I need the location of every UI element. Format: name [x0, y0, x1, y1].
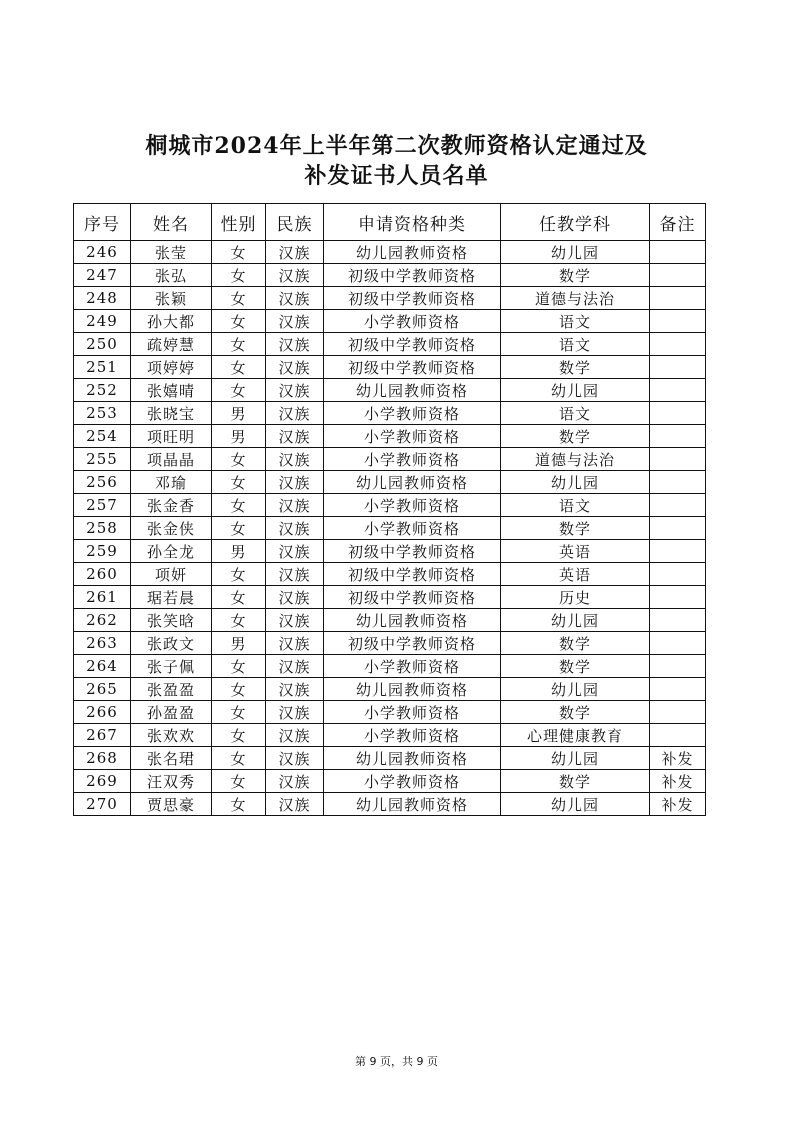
subject-cell: 历史 — [501, 586, 650, 609]
gender-cell: 女 — [212, 471, 266, 494]
subject-cell: 语文 — [501, 402, 650, 425]
qualification-cell: 幼儿园教师资格 — [324, 609, 501, 632]
gender-cell: 女 — [212, 379, 266, 402]
remarks-cell — [650, 586, 706, 609]
qualification-cell: 初级中学教师资格 — [324, 333, 501, 356]
name-cell: 张莹 — [131, 241, 212, 264]
gender-cell: 女 — [212, 701, 266, 724]
remarks-cell: 补发 — [650, 793, 706, 816]
subject-cell: 幼儿园 — [501, 678, 650, 701]
subject-cell: 道德与法治 — [501, 448, 650, 471]
subject-cell: 心理健康教育 — [501, 724, 650, 747]
ethnicity-cell: 汉族 — [266, 609, 324, 632]
ethnicity-cell: 汉族 — [266, 747, 324, 770]
serial-cell: 249 — [74, 310, 131, 333]
name-cell: 张弘 — [131, 264, 212, 287]
remarks-cell — [650, 471, 706, 494]
column-header-qualification: 申请资格种类 — [324, 204, 501, 241]
table-row — [74, 655, 706, 678]
serial-cell: 246 — [74, 241, 131, 264]
serial-cell: 255 — [74, 448, 131, 471]
subject-cell: 幼儿园 — [501, 241, 650, 264]
name-cell: 项晶晶 — [131, 448, 212, 471]
serial-cell: 265 — [74, 678, 131, 701]
table-row — [74, 425, 706, 448]
ethnicity-cell: 汉族 — [266, 655, 324, 678]
table-row — [74, 701, 706, 724]
ethnicity-cell: 汉族 — [266, 517, 324, 540]
subject-cell: 数学 — [501, 655, 650, 678]
roster-table — [73, 203, 706, 816]
name-cell: 贾思豪 — [131, 793, 212, 816]
table-row — [74, 770, 706, 793]
name-cell: 项婷婷 — [131, 356, 212, 379]
ethnicity-cell: 汉族 — [266, 425, 324, 448]
remarks-cell — [650, 287, 706, 310]
qualification-cell: 小学教师资格 — [324, 701, 501, 724]
ethnicity-cell: 汉族 — [266, 793, 324, 816]
column-header-remarks: 备注 — [650, 204, 706, 241]
qualification-cell: 幼儿园教师资格 — [324, 471, 501, 494]
ethnicity-cell: 汉族 — [266, 586, 324, 609]
qualification-cell: 小学教师资格 — [324, 310, 501, 333]
table-row — [74, 471, 706, 494]
remarks-cell — [650, 402, 706, 425]
name-cell: 张笑晗 — [131, 609, 212, 632]
gender-cell: 男 — [212, 425, 266, 448]
remarks-cell — [650, 609, 706, 632]
subject-cell: 数学 — [501, 356, 650, 379]
serial-cell: 267 — [74, 724, 131, 747]
serial-cell: 248 — [74, 287, 131, 310]
remarks-cell — [650, 379, 706, 402]
gender-cell: 女 — [212, 609, 266, 632]
serial-cell: 264 — [74, 655, 131, 678]
table-row — [74, 402, 706, 425]
gender-cell: 女 — [212, 586, 266, 609]
name-cell: 张颖 — [131, 287, 212, 310]
table-row — [74, 517, 706, 540]
serial-cell: 256 — [74, 471, 131, 494]
name-cell: 张政文 — [131, 632, 212, 655]
name-cell: 张名珺 — [131, 747, 212, 770]
subject-cell: 道德与法治 — [501, 287, 650, 310]
ethnicity-cell: 汉族 — [266, 770, 324, 793]
ethnicity-cell: 汉族 — [266, 356, 324, 379]
name-cell: 孙全龙 — [131, 540, 212, 563]
ethnicity-cell: 汉族 — [266, 448, 324, 471]
gender-cell: 女 — [212, 563, 266, 586]
gender-cell: 女 — [212, 793, 266, 816]
gender-cell: 女 — [212, 494, 266, 517]
subject-cell: 幼儿园 — [501, 747, 650, 770]
remarks-cell — [650, 264, 706, 287]
qualification-cell: 初级中学教师资格 — [324, 356, 501, 379]
subject-cell: 英语 — [501, 540, 650, 563]
serial-cell: 252 — [74, 379, 131, 402]
remarks-cell: 补发 — [650, 770, 706, 793]
subject-cell: 数学 — [501, 632, 650, 655]
table-row — [74, 793, 706, 816]
serial-cell: 262 — [74, 609, 131, 632]
table-row — [74, 448, 706, 471]
serial-cell: 251 — [74, 356, 131, 379]
column-header-subject: 任教学科 — [501, 204, 650, 241]
name-cell: 张盈盈 — [131, 678, 212, 701]
ethnicity-cell: 汉族 — [266, 241, 324, 264]
table-header-row — [74, 204, 706, 241]
qualification-cell: 小学教师资格 — [324, 770, 501, 793]
subject-cell: 数学 — [501, 701, 650, 724]
ethnicity-cell: 汉族 — [266, 678, 324, 701]
gender-cell: 女 — [212, 655, 266, 678]
ethnicity-cell: 汉族 — [266, 701, 324, 724]
ethnicity-cell: 汉族 — [266, 379, 324, 402]
name-cell: 项妍 — [131, 563, 212, 586]
gender-cell: 男 — [212, 540, 266, 563]
table-row — [74, 287, 706, 310]
column-header-name: 姓名 — [131, 204, 212, 241]
remarks-cell — [650, 678, 706, 701]
name-cell: 汪双秀 — [131, 770, 212, 793]
gender-cell: 女 — [212, 724, 266, 747]
serial-cell: 263 — [74, 632, 131, 655]
subject-cell: 数学 — [501, 264, 650, 287]
ethnicity-cell: 汉族 — [266, 310, 324, 333]
remarks-cell — [650, 356, 706, 379]
name-cell: 张嬉晴 — [131, 379, 212, 402]
table-row — [74, 563, 706, 586]
remarks-cell — [650, 333, 706, 356]
subject-cell: 数学 — [501, 425, 650, 448]
table-row — [74, 747, 706, 770]
name-cell: 张子佩 — [131, 655, 212, 678]
table-row — [74, 379, 706, 402]
remarks-cell — [650, 517, 706, 540]
remarks-cell — [650, 448, 706, 471]
column-header-serial: 序号 — [74, 204, 131, 241]
remarks-cell — [650, 540, 706, 563]
subject-cell: 数学 — [501, 517, 650, 540]
remarks-cell — [650, 310, 706, 333]
remarks-cell — [650, 241, 706, 264]
qualification-cell: 幼儿园教师资格 — [324, 793, 501, 816]
name-cell: 孙大都 — [131, 310, 212, 333]
subject-cell: 幼儿园 — [501, 471, 650, 494]
roster-table-body — [74, 241, 706, 816]
serial-cell: 250 — [74, 333, 131, 356]
gender-cell: 女 — [212, 264, 266, 287]
table-row — [74, 724, 706, 747]
gender-cell: 女 — [212, 333, 266, 356]
qualification-cell: 幼儿园教师资格 — [324, 678, 501, 701]
gender-cell: 女 — [212, 356, 266, 379]
serial-cell: 253 — [74, 402, 131, 425]
serial-cell: 254 — [74, 425, 131, 448]
remarks-cell — [650, 563, 706, 586]
ethnicity-cell: 汉族 — [266, 540, 324, 563]
qualification-cell: 小学教师资格 — [324, 494, 501, 517]
serial-cell: 260 — [74, 563, 131, 586]
gender-cell: 女 — [212, 517, 266, 540]
subject-cell: 幼儿园 — [501, 379, 650, 402]
name-cell: 张金香 — [131, 494, 212, 517]
column-header-gender: 性别 — [212, 204, 266, 241]
subject-cell: 数学 — [501, 770, 650, 793]
qualification-cell: 幼儿园教师资格 — [324, 747, 501, 770]
name-cell: 张晓宝 — [131, 402, 212, 425]
ethnicity-cell: 汉族 — [266, 724, 324, 747]
name-cell: 项旺明 — [131, 425, 212, 448]
gender-cell: 女 — [212, 287, 266, 310]
column-header-ethnicity: 民族 — [266, 204, 324, 241]
subject-cell: 幼儿园 — [501, 793, 650, 816]
table-row — [74, 494, 706, 517]
qualification-cell: 小学教师资格 — [324, 517, 501, 540]
subject-cell: 语文 — [501, 333, 650, 356]
qualification-cell: 幼儿园教师资格 — [324, 379, 501, 402]
name-cell: 张金侠 — [131, 517, 212, 540]
ethnicity-cell: 汉族 — [266, 563, 324, 586]
remarks-cell: 补发 — [650, 747, 706, 770]
name-cell: 疏婷慧 — [131, 333, 212, 356]
qualification-cell: 初级中学教师资格 — [324, 632, 501, 655]
ethnicity-cell: 汉族 — [266, 333, 324, 356]
remarks-cell — [650, 655, 706, 678]
gender-cell: 女 — [212, 310, 266, 333]
table-row — [74, 264, 706, 287]
serial-cell: 247 — [74, 264, 131, 287]
serial-cell: 266 — [74, 701, 131, 724]
document-title-line1: 桐城市2024年上半年第二次教师资格认定通过及 — [145, 133, 648, 159]
ethnicity-cell: 汉族 — [266, 287, 324, 310]
serial-cell: 259 — [74, 540, 131, 563]
table-row — [74, 241, 706, 264]
table-row — [74, 586, 706, 609]
serial-cell: 268 — [74, 747, 131, 770]
name-cell: 邓瑜 — [131, 471, 212, 494]
qualification-cell: 初级中学教师资格 — [324, 287, 501, 310]
table-row — [74, 609, 706, 632]
gender-cell: 男 — [212, 632, 266, 655]
serial-cell: 269 — [74, 770, 131, 793]
table-row — [74, 333, 706, 356]
table-row — [74, 540, 706, 563]
table-row — [74, 678, 706, 701]
gender-cell: 女 — [212, 747, 266, 770]
gender-cell: 男 — [212, 402, 266, 425]
serial-cell: 257 — [74, 494, 131, 517]
subject-cell: 英语 — [501, 563, 650, 586]
gender-cell: 女 — [212, 448, 266, 471]
qualification-cell: 小学教师资格 — [324, 425, 501, 448]
ethnicity-cell: 汉族 — [266, 632, 324, 655]
subject-cell: 语文 — [501, 494, 650, 517]
subject-cell: 幼儿园 — [501, 609, 650, 632]
remarks-cell — [650, 724, 706, 747]
gender-cell: 女 — [212, 770, 266, 793]
remarks-cell — [650, 425, 706, 448]
qualification-cell: 初级中学教师资格 — [324, 586, 501, 609]
serial-cell: 270 — [74, 793, 131, 816]
qualification-cell: 小学教师资格 — [324, 402, 501, 425]
gender-cell: 女 — [212, 678, 266, 701]
table-row — [74, 310, 706, 333]
ethnicity-cell: 汉族 — [266, 471, 324, 494]
qualification-cell: 初级中学教师资格 — [324, 540, 501, 563]
ethnicity-cell: 汉族 — [266, 402, 324, 425]
page-number-footer: 第 9 页，共 9 页 — [355, 1055, 438, 1068]
name-cell: 孙盈盈 — [131, 701, 212, 724]
table-row — [74, 356, 706, 379]
remarks-cell — [650, 494, 706, 517]
remarks-cell — [650, 701, 706, 724]
name-cell: 张欢欢 — [131, 724, 212, 747]
serial-cell: 258 — [74, 517, 131, 540]
ethnicity-cell: 汉族 — [266, 264, 324, 287]
subject-cell: 语文 — [501, 310, 650, 333]
qualification-cell: 初级中学教师资格 — [324, 563, 501, 586]
name-cell: 琚若晨 — [131, 586, 212, 609]
gender-cell: 女 — [212, 241, 266, 264]
qualification-cell: 小学教师资格 — [324, 724, 501, 747]
qualification-cell: 小学教师资格 — [324, 655, 501, 678]
serial-cell: 261 — [74, 586, 131, 609]
qualification-cell: 幼儿园教师资格 — [324, 241, 501, 264]
ethnicity-cell: 汉族 — [266, 494, 324, 517]
document-title-line2: 补发证书人员名单 — [304, 163, 489, 189]
remarks-cell — [650, 632, 706, 655]
table-row — [74, 632, 706, 655]
qualification-cell: 小学教师资格 — [324, 448, 501, 471]
qualification-cell: 初级中学教师资格 — [324, 264, 501, 287]
